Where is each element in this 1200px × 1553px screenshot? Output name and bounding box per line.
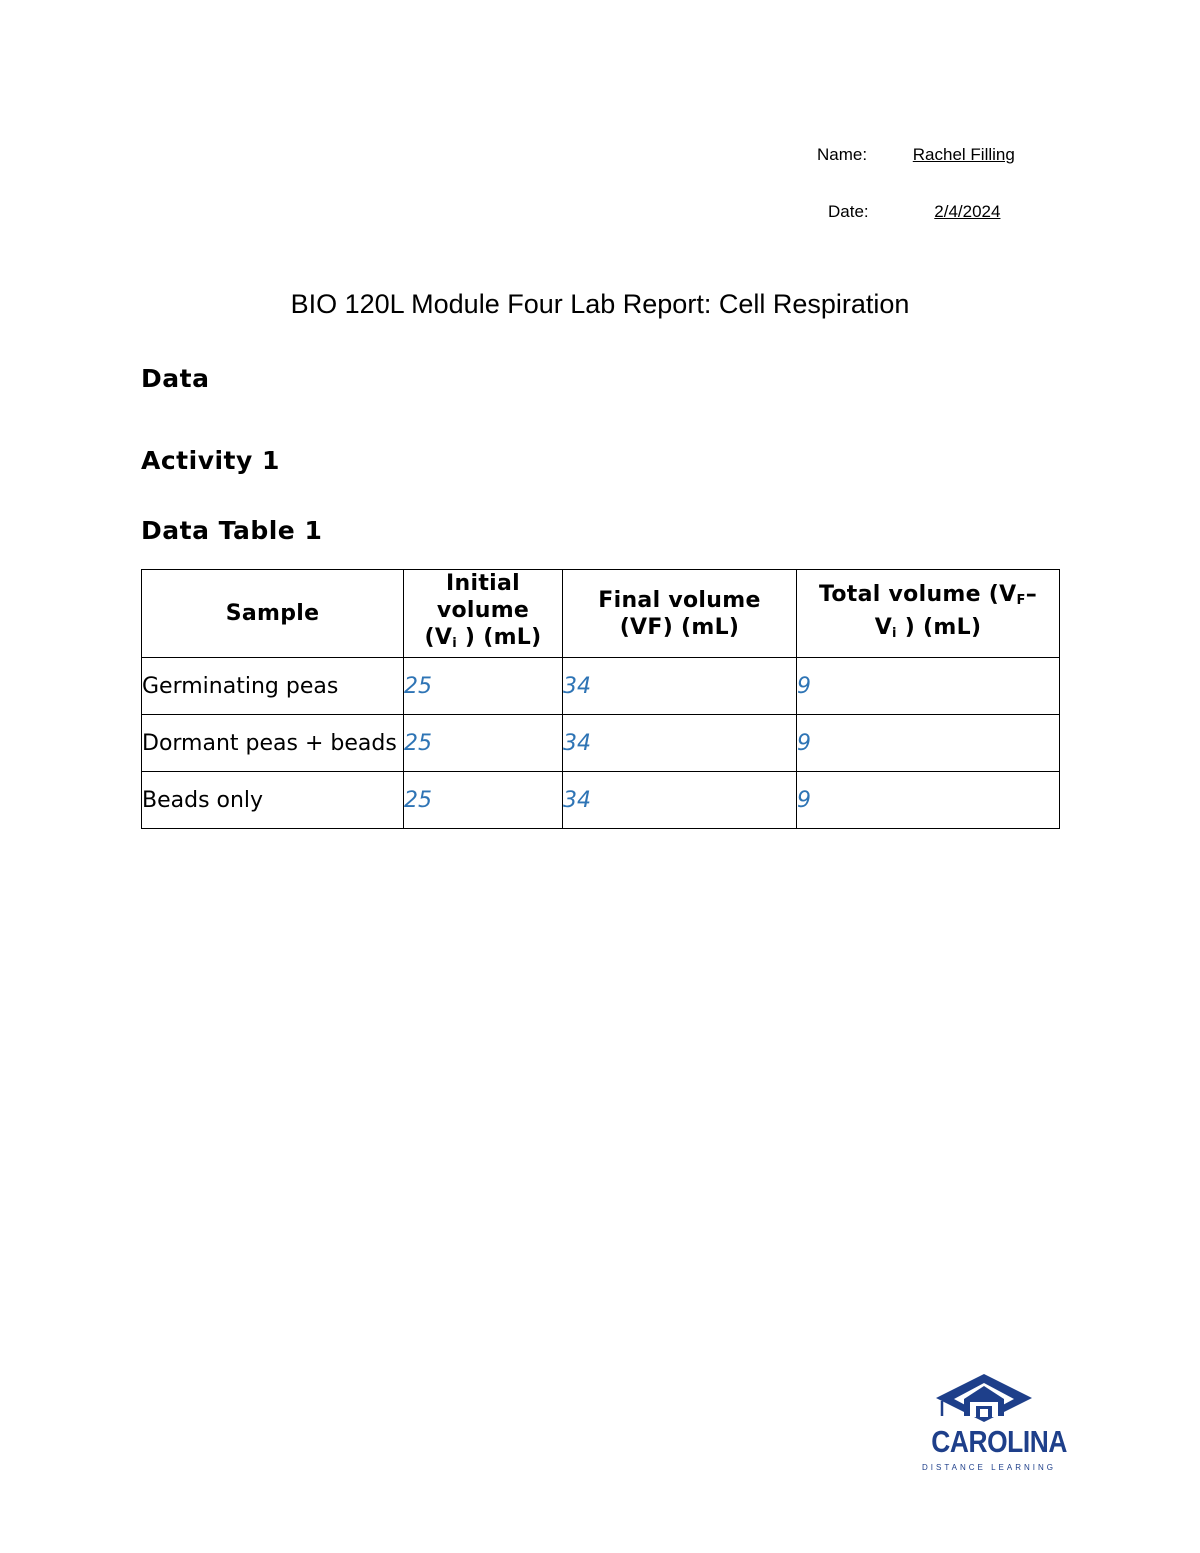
table-heading: Data Table 1 <box>141 516 323 545</box>
data-table-1 <box>141 569 1060 829</box>
date-line <box>828 202 1057 222</box>
logo-subtitle: DISTANCE LEARNING <box>922 1463 1056 1472</box>
table-row <box>142 772 1060 829</box>
initial-volume-cell: 25 <box>404 658 563 715</box>
house-cap-icon <box>922 1372 1046 1424</box>
total-volume-cell: 9 <box>797 715 1060 772</box>
data-heading: Data <box>141 364 210 393</box>
header-total-volume: Total volume ($V_F-$ $V_i$ ) (mL) <box>797 570 1060 658</box>
date-value: 2/4/2024 <box>934 202 1001 221</box>
table-row <box>142 658 1060 715</box>
header-final-volume: Final volume (VF) (mL) <box>563 570 797 658</box>
name-line <box>817 145 1052 165</box>
total-volume-cell: 9 <box>797 772 1060 829</box>
table-row <box>142 715 1060 772</box>
header-initial-volume: Initial volume ($V_i$ ) (mL) <box>404 570 563 658</box>
final-volume-cell: 34 <box>563 658 797 715</box>
document-title: BIO 120L Module Four Lab Report: Cell Respiration <box>290 289 910 319</box>
final-volume-cell: 34 <box>563 715 797 772</box>
name-label: Name: <box>817 145 868 164</box>
header-sample: Sample <box>142 570 404 658</box>
logo-wordmark: CAROLINA <box>931 1424 1067 1459</box>
sample-cell: Beads only <box>142 772 404 829</box>
sample-cell: Dormant peas + beads <box>142 715 404 772</box>
final-volume-cell: 34 <box>563 772 797 829</box>
sample-cell: Germinating peas <box>142 658 404 715</box>
table-header-row <box>142 570 1060 658</box>
activity-heading: Activity 1 <box>141 446 280 475</box>
initial-volume-cell: 25 <box>404 715 563 772</box>
date-label: Date: <box>828 202 869 221</box>
name-value: Rachel Filling <box>912 145 1015 164</box>
carolina-logo <box>922 1372 1067 1482</box>
total-volume-cell: 9 <box>797 658 1060 715</box>
initial-volume-cell: 25 <box>404 772 563 829</box>
